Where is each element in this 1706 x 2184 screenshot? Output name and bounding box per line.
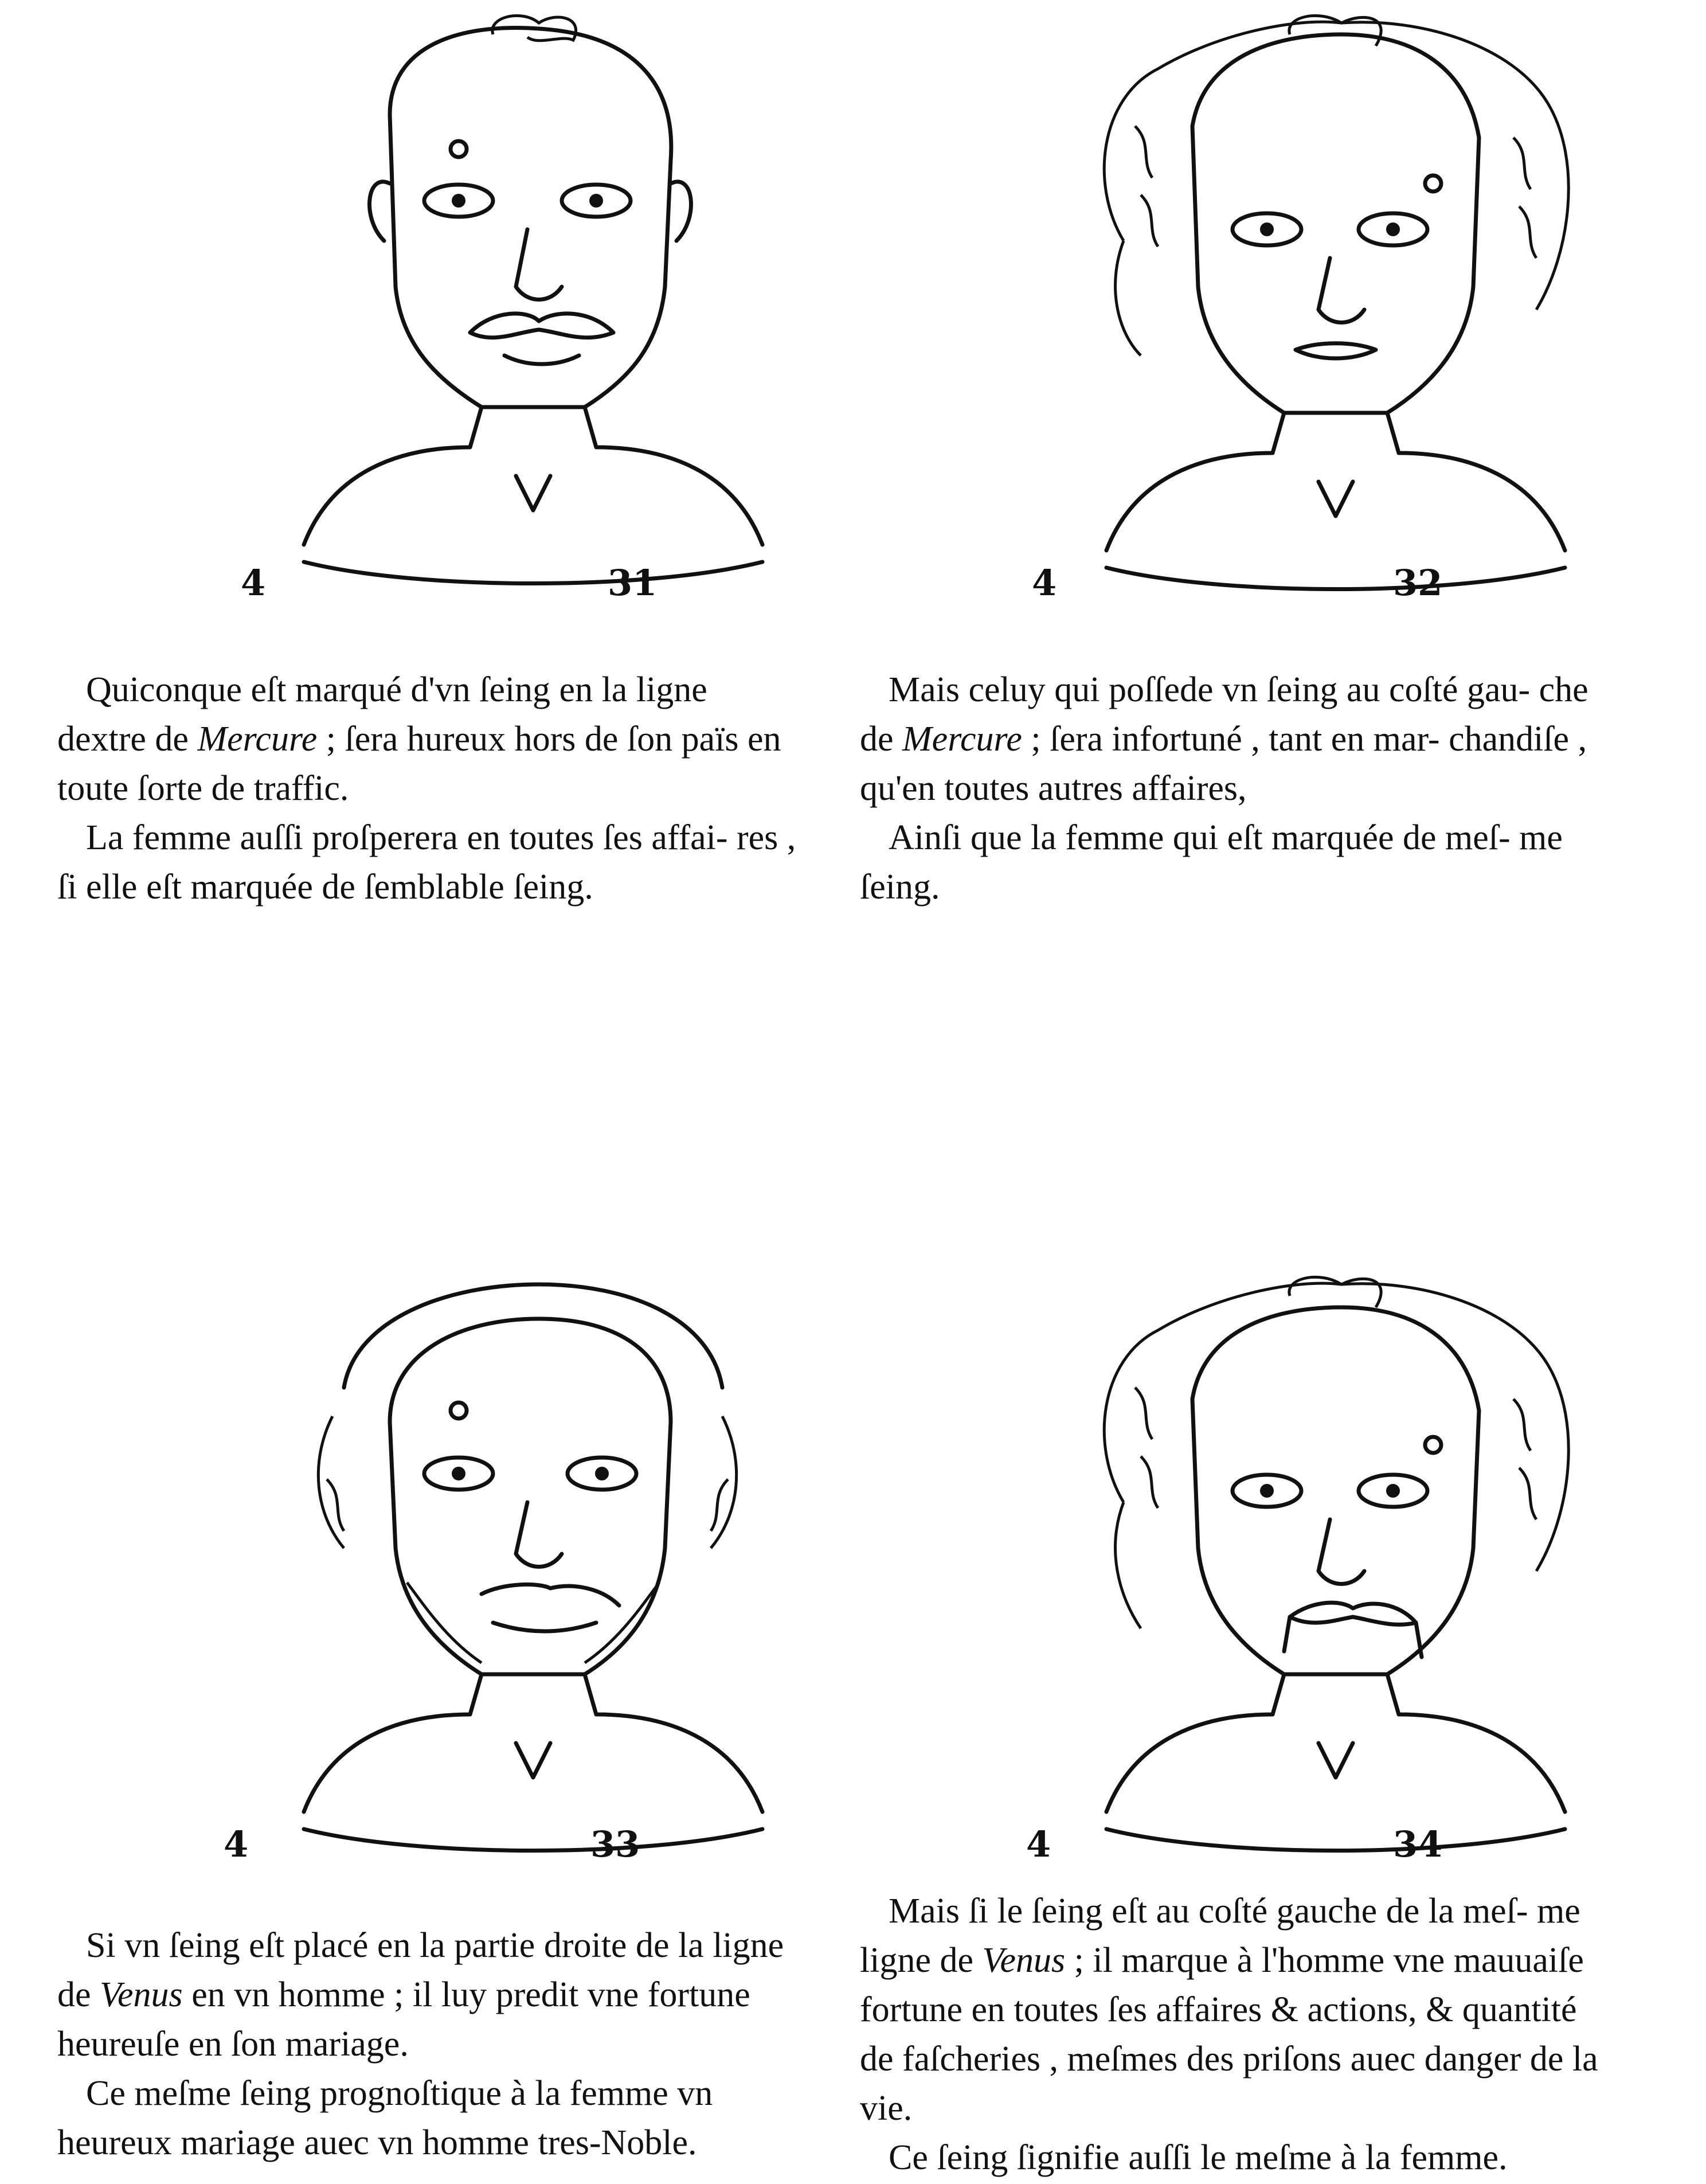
paragraph-2: Ce ſeing ſignifie auſſi le meſme à la femme. (889, 2138, 1508, 2177)
paragraph-1: Mais celuy qui poſſede vn ſeing au coſté gau- che de Mercure ; ſera infortuné , tant en mar- chandiſe , qu'en toutes autres affaires, (860, 670, 1588, 808)
figure-left-number: 4 (224, 1823, 249, 1865)
figure-right-number: 31 (608, 562, 658, 604)
text-block-32 (860, 665, 1605, 912)
figure-right-number: 32 (1393, 562, 1443, 604)
text-block-34 (860, 1886, 1605, 2182)
paragraph-1: Mais ſi le ſeing eſt au coſté gauche de la meſ- me ligne de Venus ; il marque à l'homme vne mauuaiſe fortune en toutes ſes affaires & actions, & quantité de faſcheries , meſmes des priſons auec danger de la vie. (860, 1892, 1598, 2128)
bald-man-beard-woodcut (218, 1273, 848, 1875)
figure-left-number: 4 (1026, 1823, 1051, 1865)
figure-right-number: 33 (590, 1823, 640, 1865)
paragraph-2: La femme auſſi proſperera en toutes ſes affai- res , ſi elle eſt marquée de ſemblable ſeing. (57, 818, 796, 907)
curly-hair-mustache-woodcut (1020, 1273, 1651, 1875)
woodcut-figure-33 (218, 1273, 848, 1875)
text-block-33 (57, 1921, 803, 2167)
paragraph-1: Quiconque eſt marqué d'vn ſeing en la ligne dextre de Mercure ; ſera hureux hors de ſon paїs en toute ſorte de traffic. (57, 670, 781, 808)
woodcut-figure-31 (218, 11, 848, 614)
paragraph-2: Ainſi que la femme qui eſt marquée de meſ- me ſeing. (860, 818, 1563, 907)
curly-hair-woodcut (1020, 11, 1651, 614)
woodcut-figure-34 (1020, 1273, 1651, 1875)
figure-left-number: 4 (241, 562, 266, 604)
text-block-31 (57, 665, 803, 912)
paragraph-2: Ce meſme ſeing prognoſtique à la femme vn heureux mariage auec vn homme tres-Noble. (57, 2074, 713, 2162)
paragraph-1: Si vn ſeing eſt placé en la partie droite de la ligne de Venus en vn homme ; il luy predit vne fortune heureuſe en ſon mariage. (57, 1926, 784, 2064)
figure-right-number: 34 (1393, 1823, 1443, 1865)
bald-man-mustache-woodcut (218, 11, 848, 614)
figure-left-number: 4 (1032, 562, 1057, 604)
woodcut-figure-32 (1020, 11, 1651, 614)
